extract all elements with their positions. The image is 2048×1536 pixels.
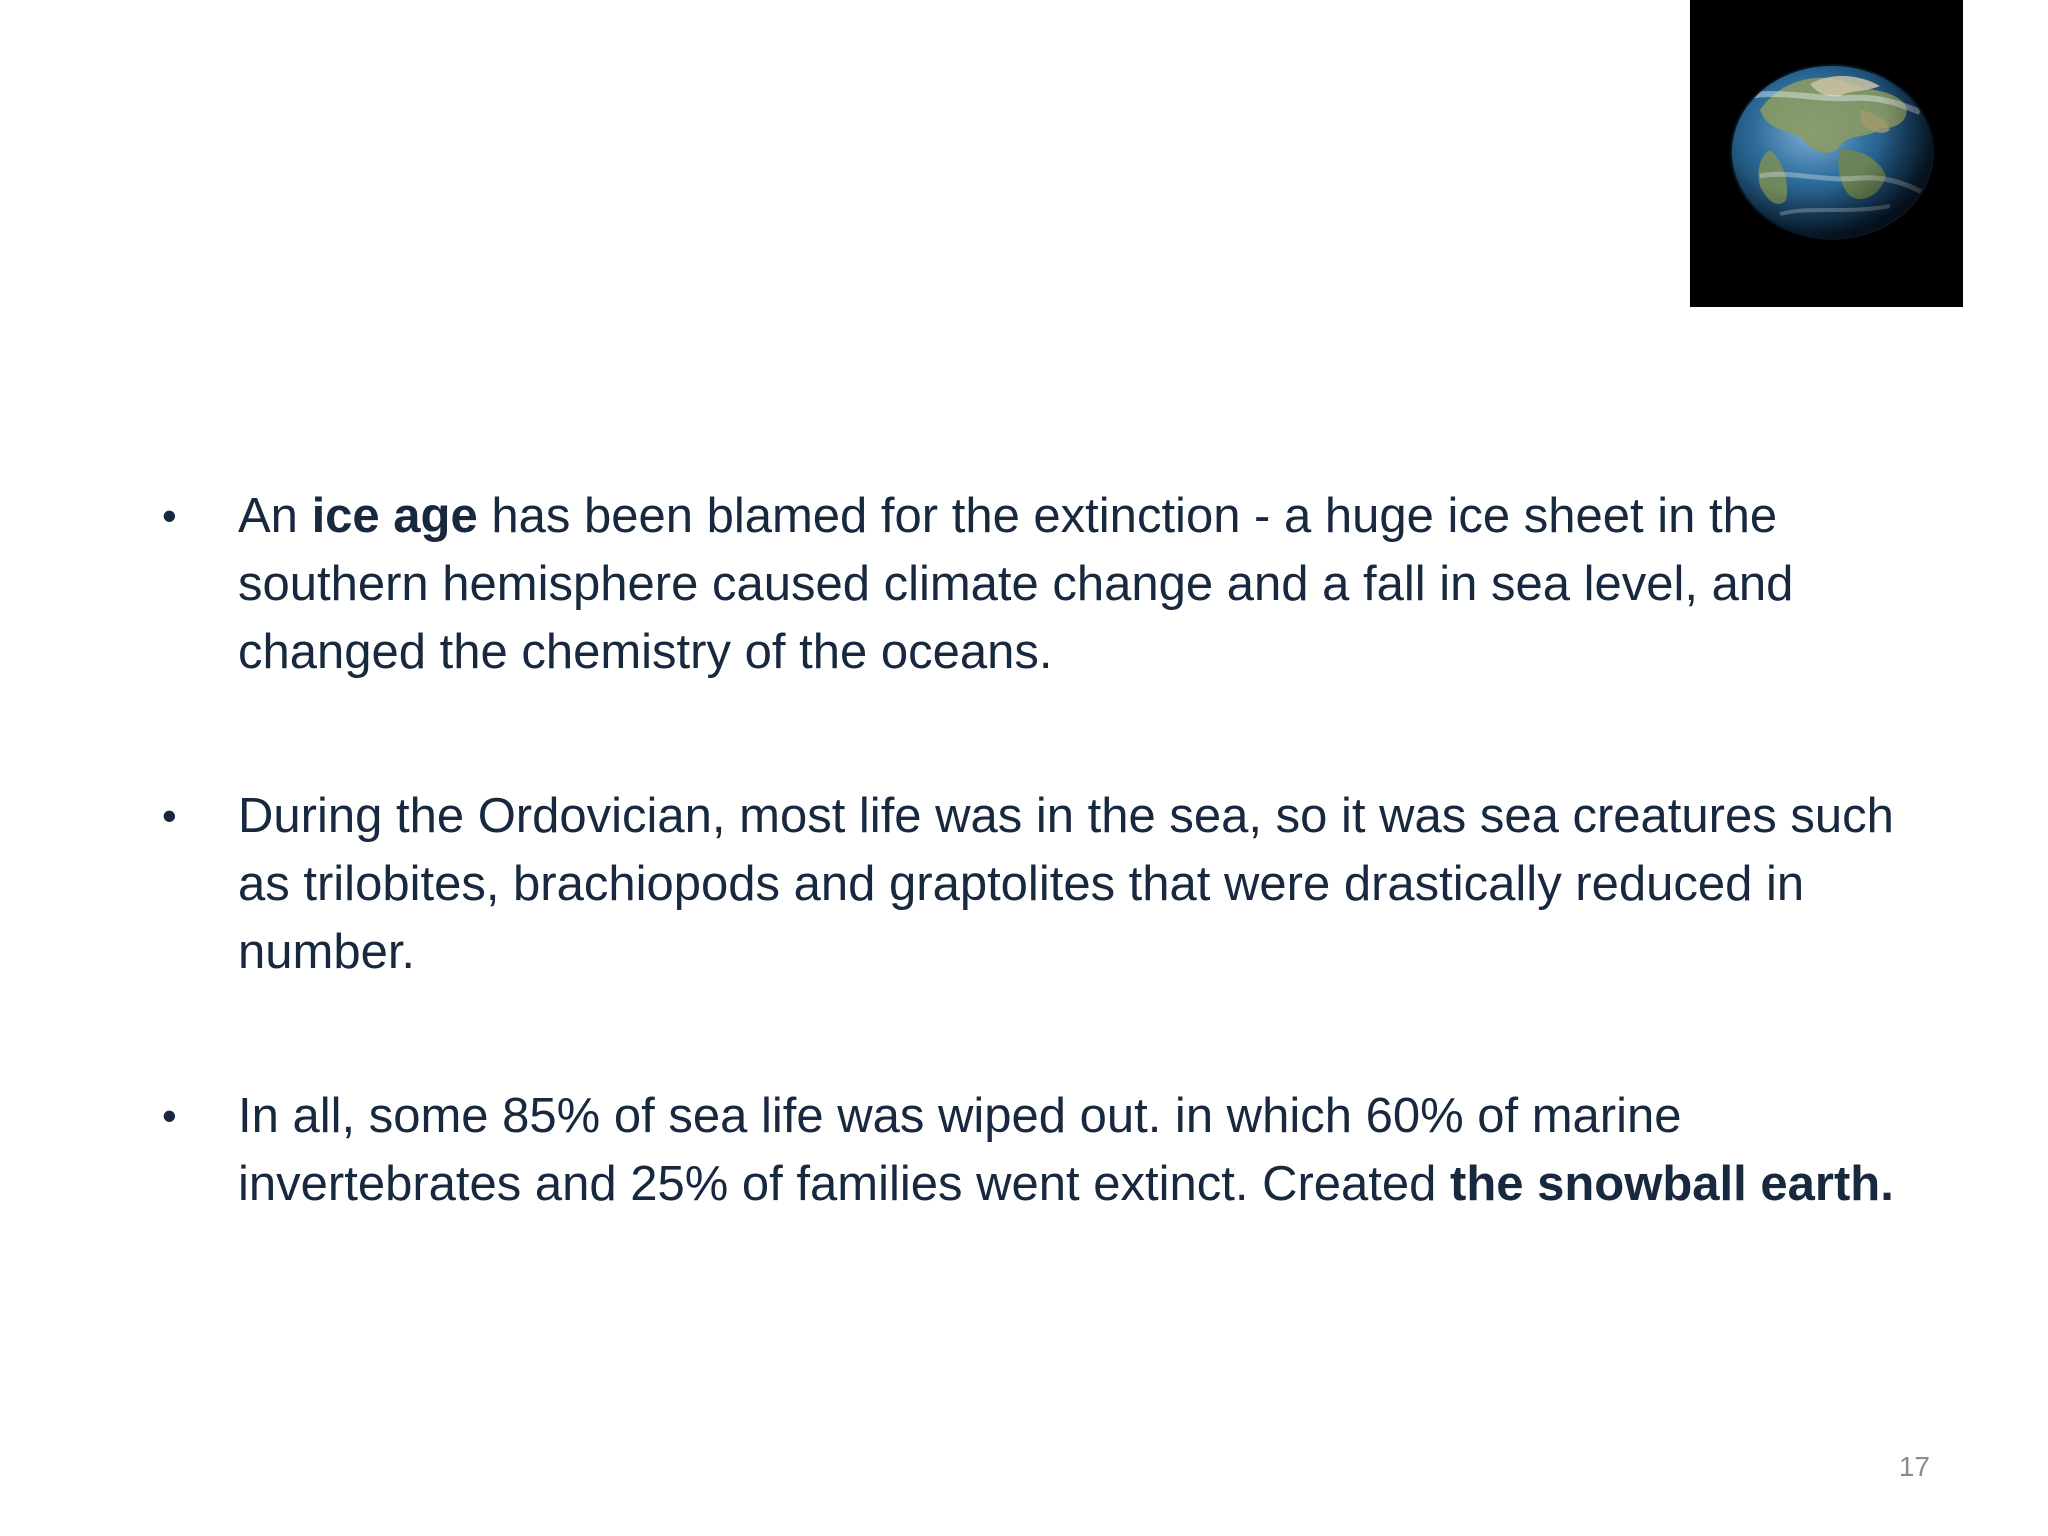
bold-text-run: ice age [311, 489, 478, 543]
bold-text-run: the snowball earth. [1450, 1157, 1894, 1211]
text-run: has been blamed for the extinction - a huge ice sheet in the southern hemisphere caused climate change and a fall in sea level, and changed the chemistry of the oceans. [238, 489, 1794, 679]
bullet-item [150, 1082, 1910, 1218]
bullet-item [150, 782, 1910, 986]
text-run: An [238, 489, 312, 543]
text-run: During the Ordovician, most life was in the sea, so it was sea creatures such as trilobites, brachiopods and graptolites that were drastically reduced in number. [238, 789, 1894, 979]
bullet-list [150, 482, 1910, 1314]
bullet-marker: • [162, 1092, 177, 1139]
page-number: 17 [1898, 1451, 1930, 1482]
text-run: In all, some 85% of sea life was wiped out. in which 60% of marine invertebrates and 25% of families went extinct. Created [238, 1089, 1682, 1211]
bullet-text-ordovician [238, 789, 1894, 979]
earth-image [1690, 0, 1963, 307]
bullet-marker: • [162, 792, 177, 839]
bullet-item [150, 482, 1910, 686]
bullet-text-extinction-rate [238, 1089, 1894, 1211]
earth-globe-icon [1690, 0, 1963, 307]
bullet-text-ice-age [238, 489, 1793, 679]
bullet-marker: • [162, 492, 177, 539]
